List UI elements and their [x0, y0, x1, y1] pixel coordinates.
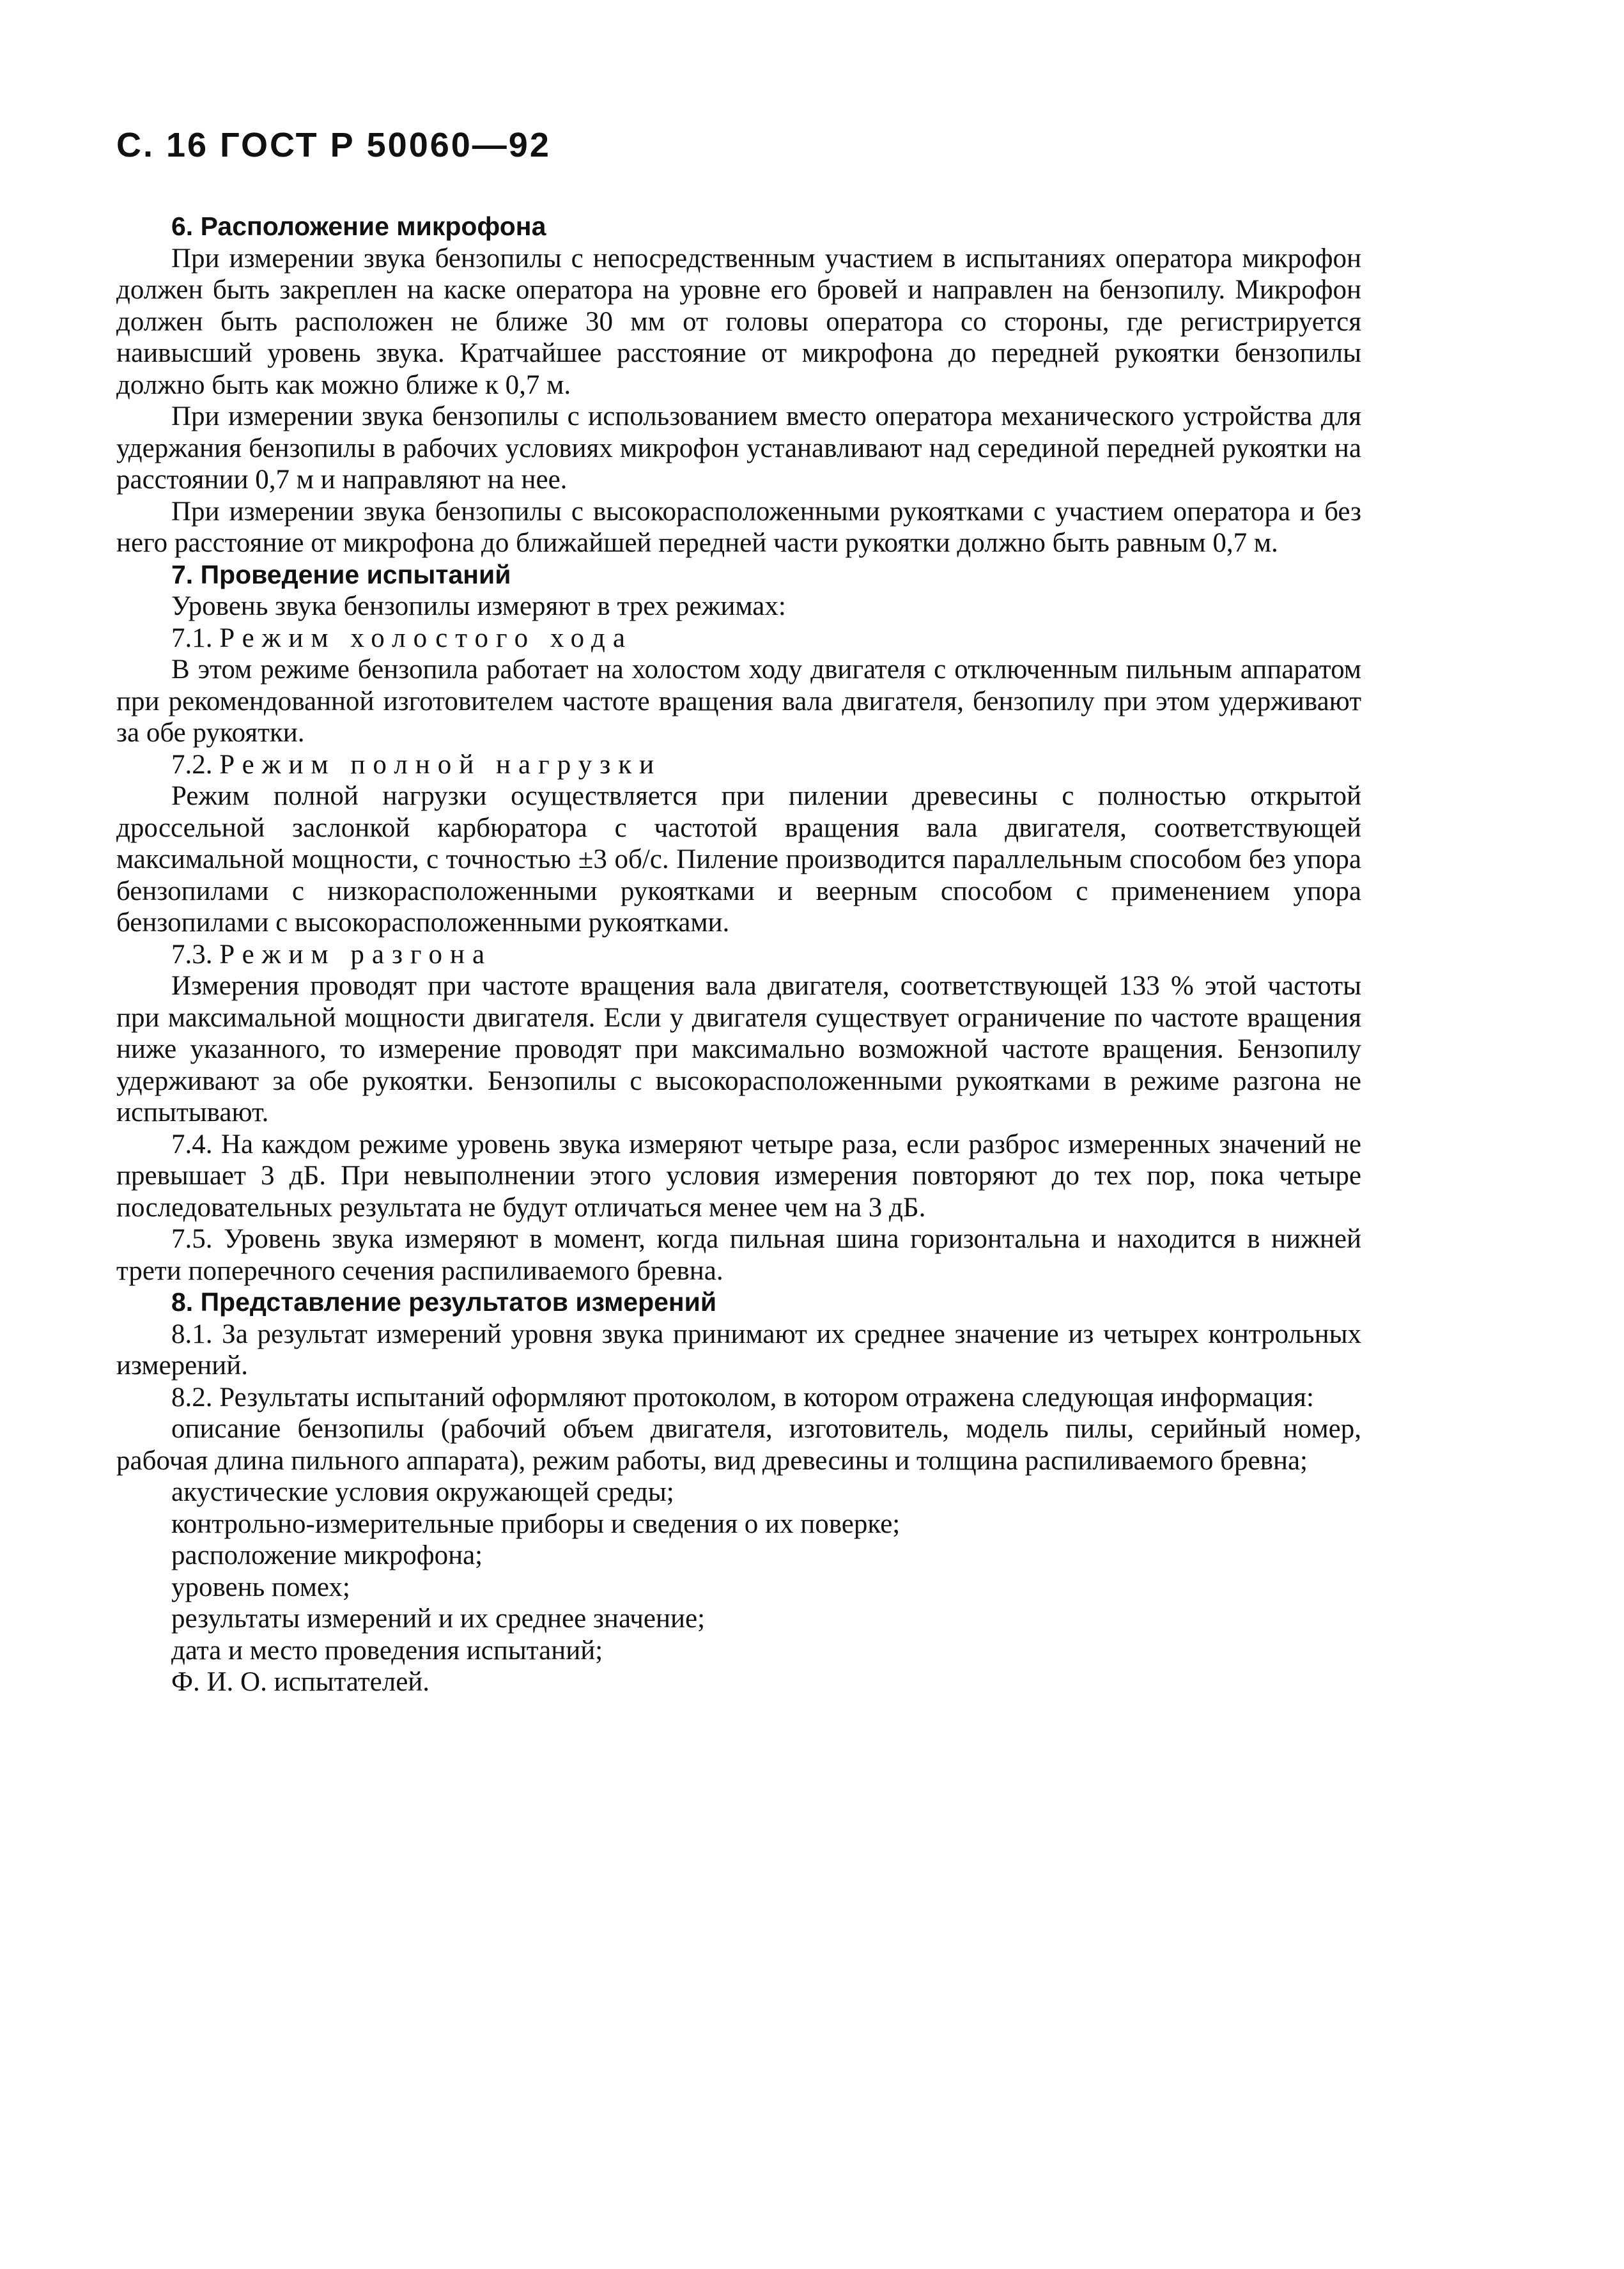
subsection-title: Режим холостого хода — [219, 623, 633, 653]
body-paragraph: При измерении звука бензопилы с использованием вместо оператора механического устройства для удержания бензопилы в рабочих условиях микрофон устанавливают над серединой передней рукоятки на расстоянии 0,7 м и направляют на нее. — [116, 401, 1361, 495]
subsection-number: 7.3. — [171, 939, 213, 970]
subsection-title: Режим полной нагрузки — [219, 749, 662, 780]
list-item: расположение микрофона; — [171, 1540, 483, 1570]
body-paragraph: Уровень звука бензопилы измеряют в трех режимах: — [171, 591, 786, 621]
subsection-number: 7.2. — [171, 749, 213, 780]
list-item: контрольно-измерительные приборы и сведения о их поверке; — [171, 1508, 901, 1539]
body-paragraph: Режим полной нагрузки осуществляется при пилении древесины с полностью открытой дроссельной заслонкой карбюратора с частотой вращения вала двигателя, соответствующей максимальной мощности, с точностью ±3 об/с. Пиление производится параллельным способом без упора бензопилами с низкорасположенными рукоятками и веерным способом с применением упора бензопилами с высокорасположенными рукоятками. — [116, 781, 1361, 938]
list-item: результаты измерений и их среднее значение; — [171, 1604, 706, 1634]
section-heading: 8. Представление результатов измерений — [171, 1287, 717, 1317]
list-item: акустические условия окружающей среды; — [171, 1477, 674, 1507]
body-paragraph: В этом режиме бензопила работает на холостом ходу двигателя с отключенным пильным аппаратом при рекомендованной изготовителем частоте вращения вала двигателя, бензопилу при этом удерживают за обе рукоятки. — [116, 654, 1361, 748]
page-header: С. 16 ГОСТ Р 50060—92 — [116, 126, 551, 164]
list-item: Ф. И. О. испытателей. — [171, 1667, 430, 1697]
list-item: дата и место проведения испытаний; — [171, 1635, 603, 1666]
document-body — [116, 211, 1361, 1698]
section-heading: 6. Расположение микрофона — [171, 212, 546, 241]
body-paragraph: 8.1. За результат измерений уровня звука принимают их среднее значение из четырех контрольных измерений. — [116, 1319, 1361, 1381]
subsection-heading — [116, 749, 1361, 781]
body-paragraph: При измерении звука бензопилы с непосредственным участием в испытаниях оператора микрофон должен быть закреплен на каске оператора на уровне его бровей и направлен на бензопилу. Микрофон должен быть расположен не ближе 30 мм от головы оператора со стороны, где регистрируется наивысший уровень звука. Кратчайшее расстояние от микрофона до передней рукоятки бензопилы должно быть как можно ближе к 0,7 м. — [116, 243, 1361, 400]
body-paragraph: Измерения проводят при частоте вращения вала двигателя, соответствующей 133 % этой частоты при максимальной мощности двигателя. Если у двигателя существует ограничение по частоте вращения ниже указанного, то измерение проводят при максимально возможной частоте вращения. Бензопилу удерживают за обе рукоятки. Бензопилы с высокорасположенными рукоятками в режиме разгона не испытывают. — [116, 971, 1361, 1127]
list-item: уровень помех; — [171, 1572, 350, 1602]
body-paragraph: 8.2. Результаты испытаний оформляют протоколом, в котором отражена следующая информация: — [171, 1382, 1314, 1413]
section-heading: 7. Проведение испытаний — [171, 559, 511, 589]
body-paragraph: 7.4. На каждом режиме уровень звука измеряют четыре раза, если разброс измеренных значений не превышает 3 дБ. При невыполнении этого условия измерения повторяют до тех пор, пока четыре последовательных результата не будут отличаться менее чем на 3 дБ. — [116, 1129, 1361, 1223]
body-paragraph: При измерении звука бензопилы с высокорасположенными рукоятками с участием оператора и без него расстояние от микрофона до ближайшей передней части рукоятки должно быть равным 0,7 м. — [116, 496, 1361, 558]
subsection-heading — [116, 623, 1361, 654]
body-paragraph: 7.5. Уровень звука измеряют в момент, когда пильная шина горизонтальна и находится в нижней трети поперечного сечения распиливаемого бревна. — [116, 1224, 1361, 1286]
subsection-title: Режим разгона — [219, 939, 493, 970]
subsection-number: 7.1. — [171, 623, 213, 653]
subsection-heading — [116, 939, 1361, 971]
body-paragraph: описание бензопилы (рабочий объем двигателя, изготовитель, модель пилы, серийный номер, рабочая длина пильного аппарата), режим работы, вид древесины и толщина распиливаемого бревна; — [116, 1414, 1361, 1476]
